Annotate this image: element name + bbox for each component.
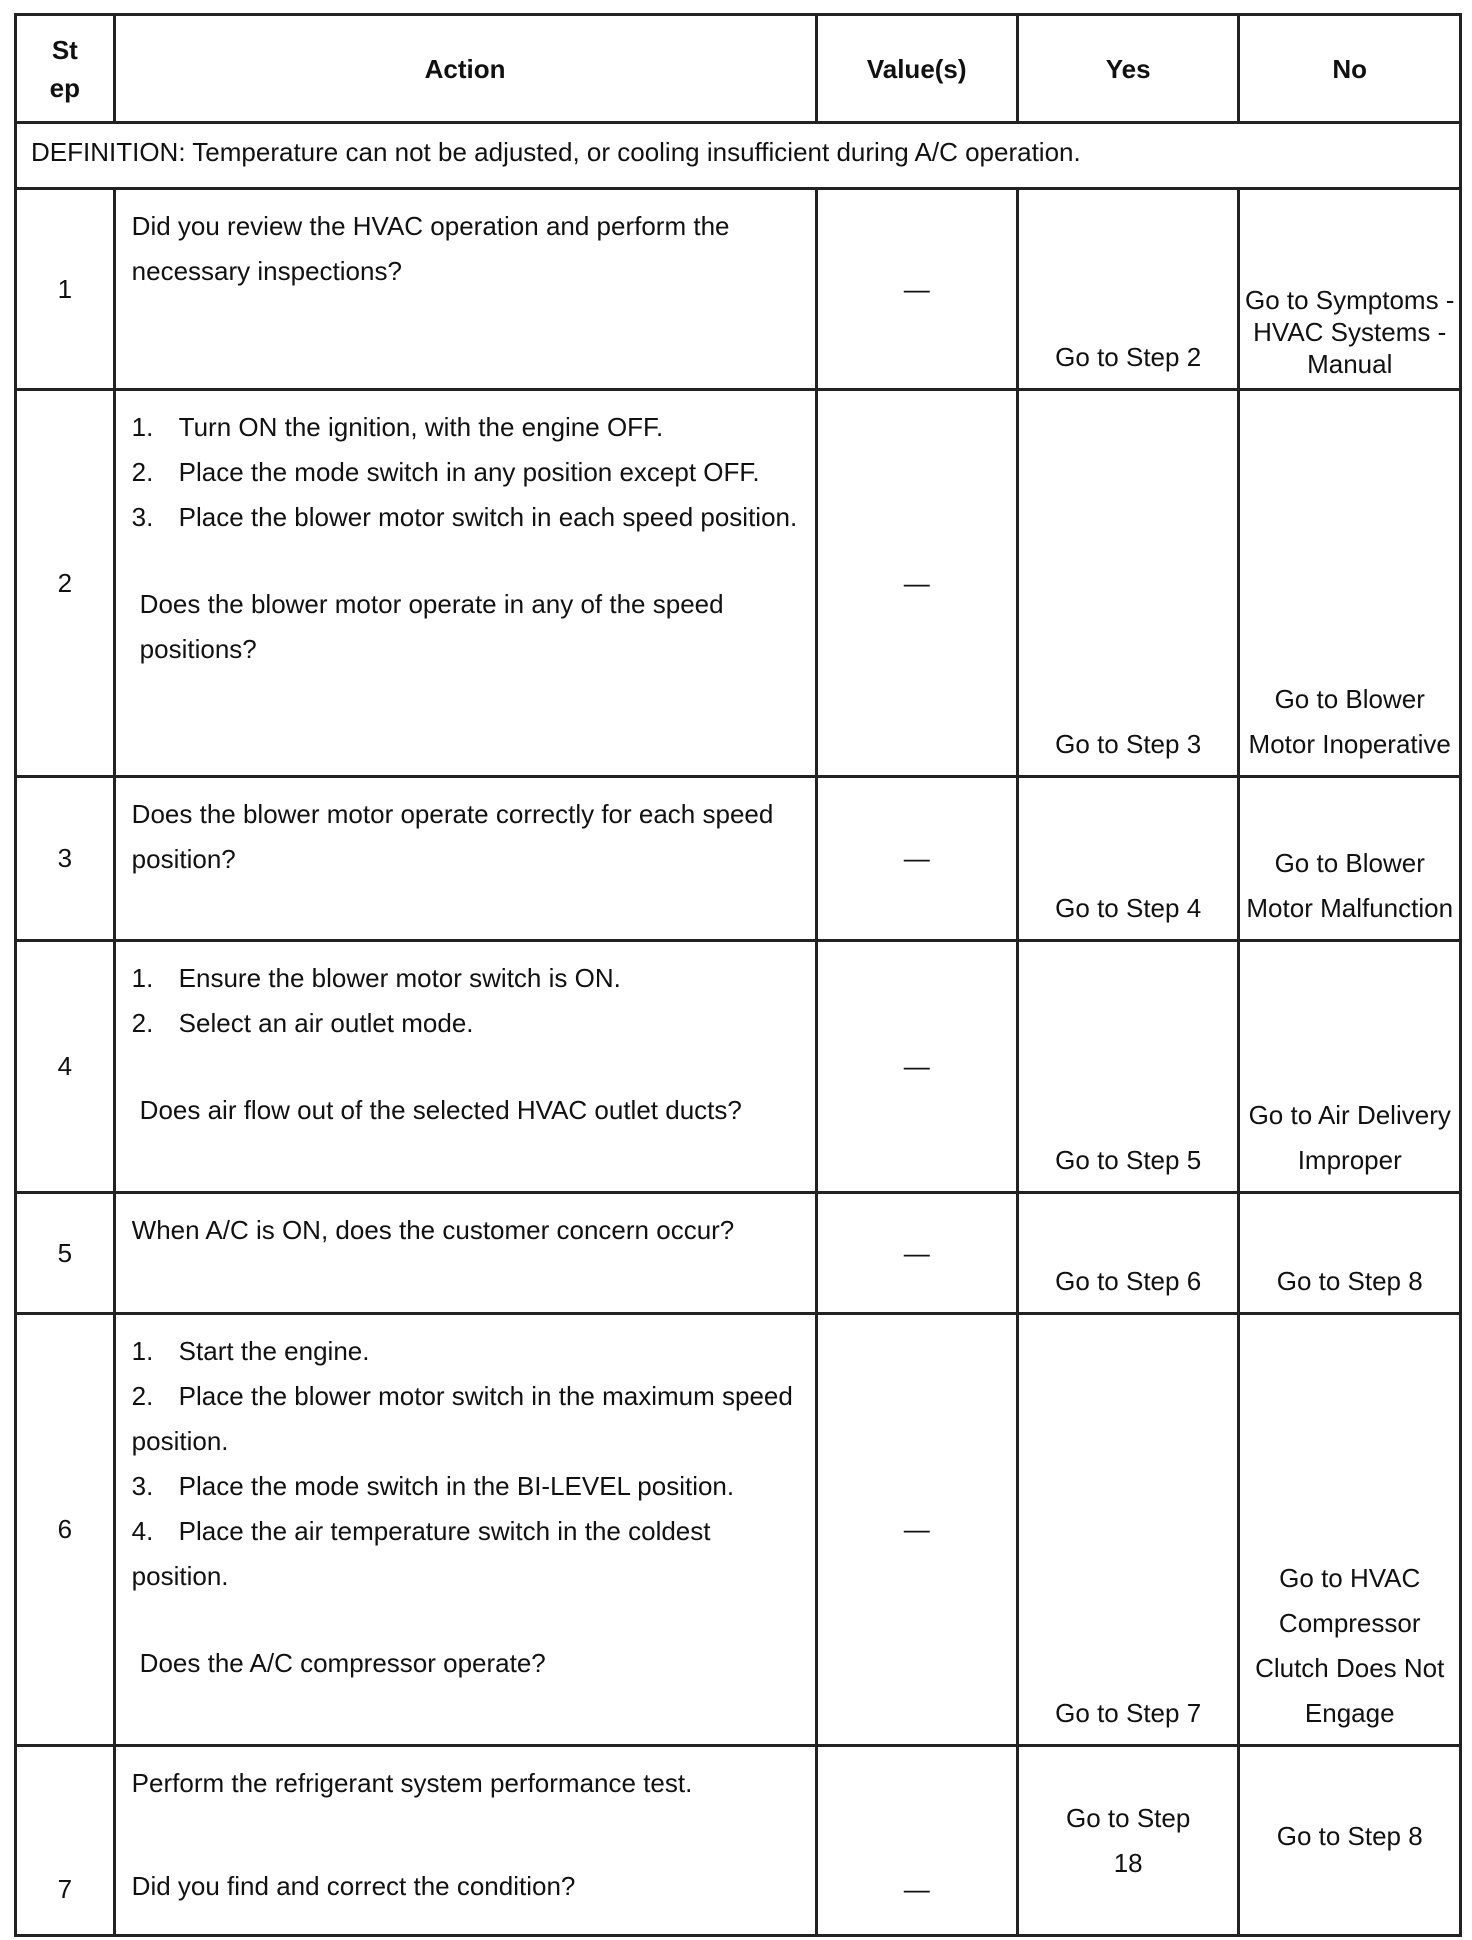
step-number: 5 [16, 1193, 115, 1314]
definition-text: DEFINITION: Temperature can not be adjusted, or cooling insufficient during A/C operation. [16, 123, 1461, 189]
table-row [16, 1746, 1461, 1936]
action-text: Did you review the HVAC operation and perform the necessary inspections? [114, 189, 816, 390]
table-row [16, 777, 1461, 941]
header-values: Value(s) [816, 15, 1017, 123]
action-text: Perform the refrigerant system performance test. [131, 1768, 693, 1798]
question-text: Does air flow out of the selected HVAC outlet ducts? [139, 1095, 742, 1125]
question-text: Does the A/C compressor operate? [139, 1648, 546, 1678]
list-item: 1. Start the engine. [131, 1336, 370, 1366]
step-number: 7 [16, 1746, 115, 1936]
yes-cell: Go to Step 4 [1017, 777, 1239, 941]
value-cell: — [816, 390, 1017, 777]
step-number: 1 [16, 189, 115, 390]
no-cell: Go to HVAC Compressor Clutch Does Not Engage [1239, 1314, 1461, 1746]
list-item: 1. Ensure the blower motor switch is ON. [131, 963, 621, 993]
header-no: No [1239, 15, 1461, 123]
table-row [16, 1314, 1461, 1746]
value-cell: — [816, 1746, 1017, 1936]
table-row [16, 1193, 1461, 1314]
no-cell: Go to Blower Motor Malfunction [1239, 777, 1461, 941]
no-cell: Go to Step 8 [1239, 1746, 1461, 1936]
header-row [16, 15, 1461, 123]
diagnostic-table [14, 13, 1462, 1937]
no-cell: Go to Symptoms - HVAC Systems - Manual [1239, 189, 1461, 390]
step-number: 3 [16, 777, 115, 941]
yes-cell: Go to Step 7 [1017, 1314, 1239, 1746]
definition-row [16, 123, 1461, 189]
step-number: 6 [16, 1314, 115, 1746]
step-number: 2 [16, 390, 115, 777]
value-cell: — [816, 777, 1017, 941]
table-row [16, 189, 1461, 390]
yes-cell: Go to Step 6 [1017, 1193, 1239, 1314]
list-item: 4. Place the air temperature switch in the coldest position. [131, 1516, 711, 1591]
header-step: St ep [16, 15, 115, 123]
no-cell: Go to Air Delivery Improper [1239, 941, 1461, 1193]
yes-cell: Go to Step 2 [1017, 189, 1239, 390]
list-item: 3. Place the mode switch in the BI-LEVEL position. [131, 1471, 735, 1501]
list-item: 3. Place the blower motor switch in each speed position. [131, 502, 798, 532]
step-number: 4 [16, 941, 115, 1193]
table-row [16, 390, 1461, 777]
list-item: 2. Place the mode switch in any position except OFF. [131, 457, 760, 487]
table-row [16, 941, 1461, 1193]
action-cell [114, 1746, 816, 1936]
list-item: 2. Select an air outlet mode. [131, 1008, 474, 1038]
value-cell: — [816, 1193, 1017, 1314]
header-yes: Yes [1017, 15, 1239, 123]
yes-cell: Go to Step 3 [1017, 390, 1239, 777]
action-text: When A/C is ON, does the customer concern occur? [114, 1193, 816, 1314]
yes-cell: Go to Step 18 [1017, 1746, 1239, 1936]
list-item: 2. Place the blower motor switch in the maximum speed position. [131, 1381, 793, 1456]
list-item: 1. Turn ON the ignition, with the engine OFF. [131, 412, 664, 442]
yes-cell: Go to Step 5 [1017, 941, 1239, 1193]
action-cell [114, 390, 816, 777]
value-cell: — [816, 189, 1017, 390]
value-cell: — [816, 1314, 1017, 1746]
question-text: Does the blower motor operate in any of the speed positions? [139, 589, 724, 664]
header-action: Action [114, 15, 816, 123]
action-cell [114, 1314, 816, 1746]
question-text: Did you find and correct the condition? [131, 1871, 576, 1901]
action-cell [114, 941, 816, 1193]
no-cell: Go to Blower Motor Inoperative [1239, 390, 1461, 777]
value-cell: — [816, 941, 1017, 1193]
no-cell: Go to Step 8 [1239, 1193, 1461, 1314]
action-text: Does the blower motor operate correctly for each speed position? [114, 777, 816, 941]
